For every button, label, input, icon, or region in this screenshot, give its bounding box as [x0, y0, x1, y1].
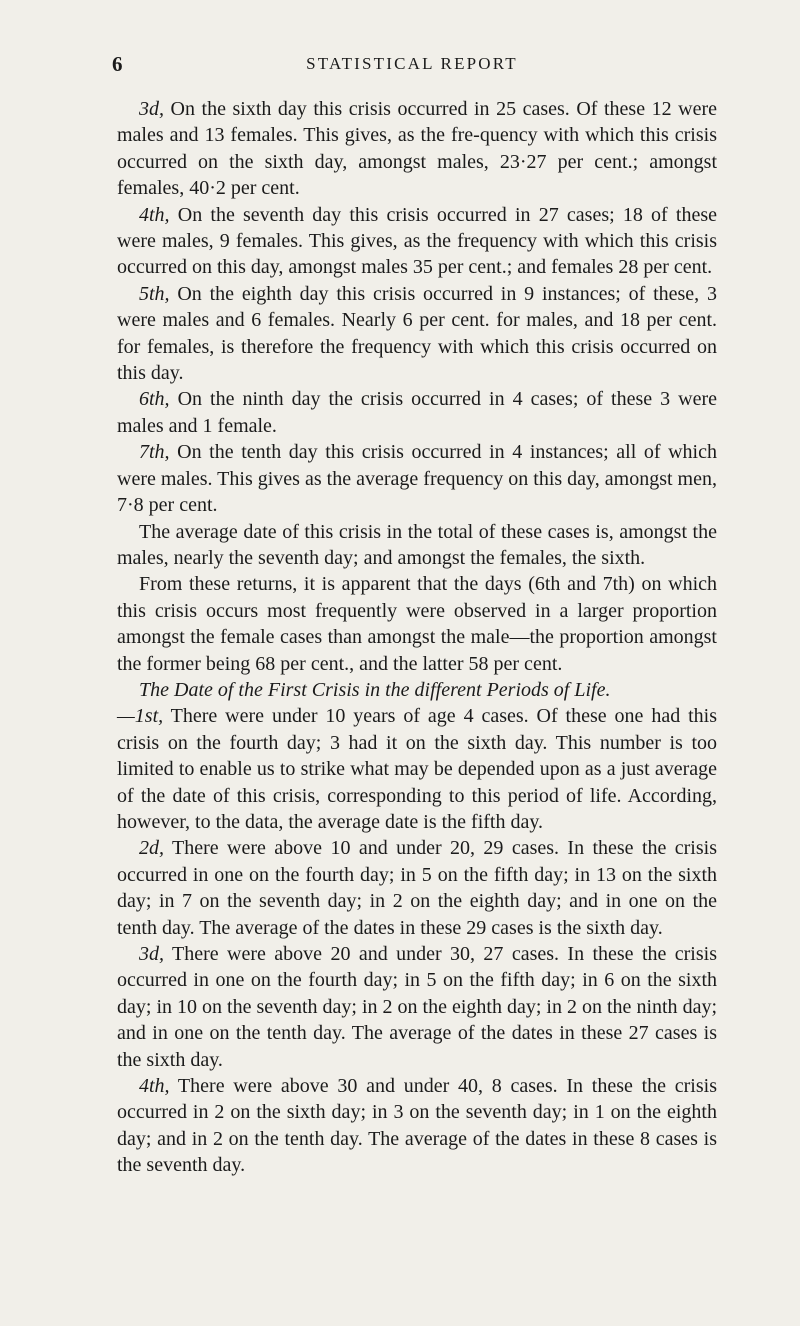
running-title: STATISTICAL REPORT	[306, 54, 518, 73]
section-heading-periods-of-life	[117, 677, 717, 703]
section-heading: The Date of the First Crisis in the different Periods of Life.	[139, 678, 611, 701]
body-text	[117, 96, 717, 1179]
paragraph-text: There were above 30 and under 40, 8 cases. In these the crisis occurred in 2 on the sixth day; in 3 on the seventh day; in 1 on the eighth day; and in 2 on the tenth day. The average of the dates in these 8 cases is the seventh day.	[117, 1075, 717, 1177]
paragraph-3d-20-to-30	[117, 941, 717, 1073]
paragraph-4th-30-to-40	[117, 1073, 717, 1179]
paragraph-average-date	[117, 519, 717, 572]
paragraph-4th-seventh-day	[117, 202, 717, 281]
page-header	[112, 52, 712, 80]
paragraph-text: From these returns, it is apparent that the days (6th and 7th) on which this crisis occurs most frequently were observed in a larger proportion amongst the female cases than amongst the male—the proportion amongst the former being 68 per cent., and the latter 58 per cent.	[117, 573, 717, 675]
paragraph-3d-sixth-day	[117, 96, 717, 202]
paragraph-text: The average date of this crisis in the total of these cases is, amongst the males, nearly the seventh day; and amongst the females, the sixth.	[117, 520, 717, 569]
paragraph-text: There were above 20 and under 30, 27 cases. In these the crisis occurred in one on the fourth day; in 5 on the fifth day; in 6 on the sixth day; in 10 on the seventh day; in 2 on the eighth day; in 2 on the ninth day; and in one on the tenth day. The average of the dates in these 27 cases is the sixth day.	[117, 943, 717, 1071]
paragraph-6th-ninth-day	[117, 386, 717, 439]
paragraph-7th-tenth-day	[117, 439, 717, 518]
paragraph-returns-summary	[117, 571, 717, 677]
paragraph-1st-under-10	[117, 703, 717, 835]
paragraph-text: On the eighth day this crisis occurred in 9 instances; of these, 3 were males and 6 females. Nearly 6 per cent. for males, and 18 per cent. for females, is therefore the frequency with which this crisis occurred on this day.	[117, 282, 717, 385]
paragraph-text: On the sixth day this crisis occurred in 25 cases. Of these 12 were males and 13 females. This gives, as the fre-quency with which this crisis occurred on the sixth day, amongst males, 23·27 per cent.; amongst females, 40·2 per cent.	[117, 98, 717, 200]
section-label: 3d,	[139, 98, 164, 120]
section-label: 7th,	[139, 441, 170, 464]
section-label: 6th,	[139, 388, 170, 411]
paragraph-text: There were above 10 and under 20, 29 cases. In these the crisis occurred in one on the fourth day; in 5 on the fifth day; in 13 on the sixth day; in 7 on the seventh day; in 2 on the eighth day; and in one on the tenth day. The average of the dates in these 29 cases is the sixth day.	[117, 837, 717, 939]
paragraph-text: On the ninth day the crisis occurred in 4 cases; of these 3 were males and 1 female.	[117, 388, 717, 437]
paragraph-text: On the tenth day this crisis occurred in 4 instances; all of which were males. This gives as the average frequency on this day, amongst men, 7·8 per cent.	[117, 441, 717, 517]
section-label: —1st,	[117, 705, 164, 728]
section-label: 5th,	[139, 282, 170, 305]
paragraph-2d-10-to-20	[117, 835, 717, 941]
section-label: 4th,	[139, 203, 170, 226]
section-label: 4th,	[139, 1075, 170, 1098]
section-label: 2d,	[139, 837, 164, 860]
paragraph-text: There were under 10 years of age 4 cases. Of these one had this crisis on the fourth day; 3 had it on the sixth day. This number is too limited to enable us to strike what may be depended upon as a just average of the date of this crisis, corresponding to this period of life. According, however, to the data, the average date is the fifth day.	[117, 705, 717, 833]
paragraph-5th-eighth-day	[117, 281, 717, 387]
paragraph-text: On the seventh day this crisis occurred in 27 cases; 18 of these were males, 9 females. This gives, as the frequency with which this crisis occurred on this day, amongst males 35 per cent.; and females 28 per cent.	[117, 203, 717, 279]
page-number: 6	[112, 52, 123, 76]
section-label: 3d,	[139, 943, 164, 965]
